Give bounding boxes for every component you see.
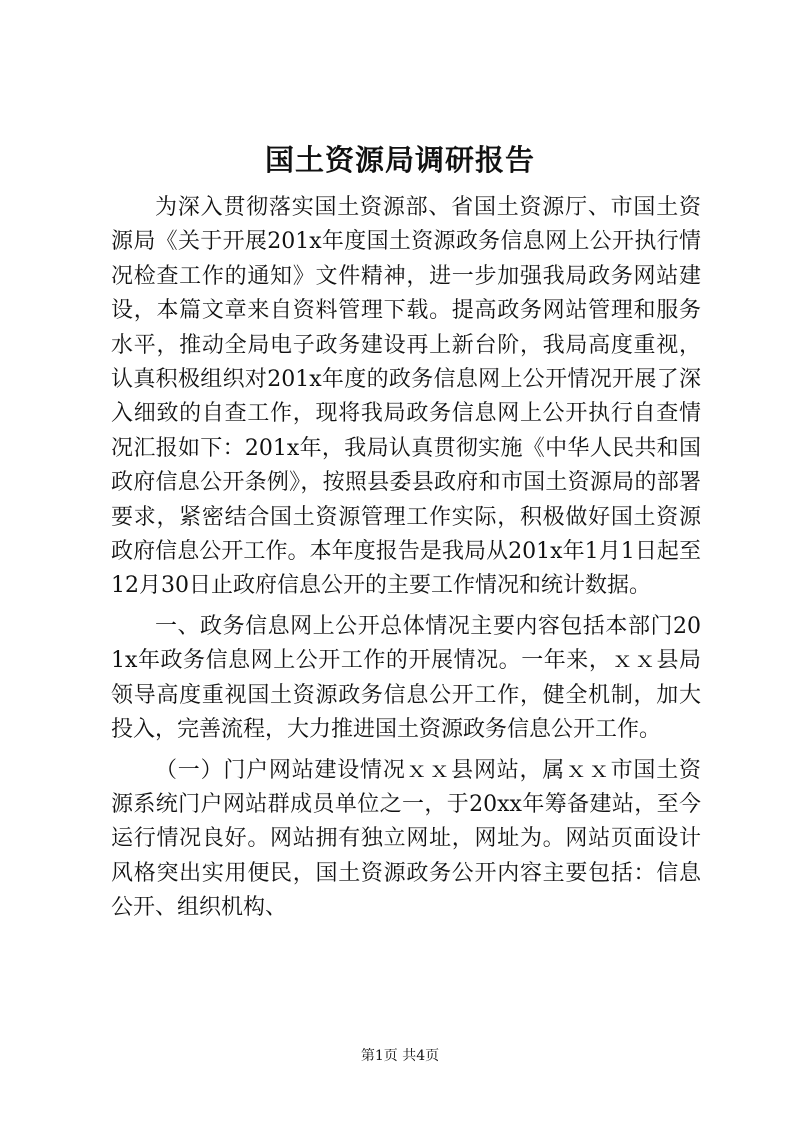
page-number: 第1页 共4页 xyxy=(360,1048,440,1064)
paragraph-section-one: 一、政务信息网上公开总体情况主要内容包括本部门201x年政务信息网上公开工作的开展情况。一年来，ｘｘ县局领导高度重视国土资源政务信息公开工作，健全机制，加大投入，完善流程，大力推进国土资源政务信息公开工作。 xyxy=(111,613,701,743)
document-body xyxy=(111,191,701,926)
paragraph-intro: 为深入贯彻落实国土资源部、省国土资源厅、市国土资源局《关于开展201x年度国土资源政务信息网上公开执行情况检查工作的通知》文件精神，进一步加强我局政务网站建设，本篇文章来自资料管理下载。提高政务网站管理和服务水平，推动全局电子政务建设再上新台阶，我局高度重视，认真积极组织对201x年度的政务信息网上公开情况开展了深入细致的自查工作，现将我局政务信息网上公开执行自查情况汇报如下：201x年，我局认真贯彻实施《中华人民共和国政府信息公开条例》，按照县委县政府和市国土资源局的部署要求，紧密结合国土资源管理工作实际，积极做好国土资源政府信息公开工作。本年度报告是我局从201x年1月1日起至12月30日止政府信息公开的主要工作情况和统计数据。 xyxy=(111,195,701,599)
paragraph-portal-construction: （一）门户网站建设情况ｘｘ县网站，属ｘｘ市国土资源系统门户网站群成员单位之一，于20xx年筹备建站，至今运行情况良好。网站拥有独立网址，网址为。网站页面设计风格突出实用便民，国土资源政务公开内容主要包括：信息公开、组织机构、 xyxy=(111,757,701,921)
document-title: 国土资源局调研报告 xyxy=(264,143,535,177)
